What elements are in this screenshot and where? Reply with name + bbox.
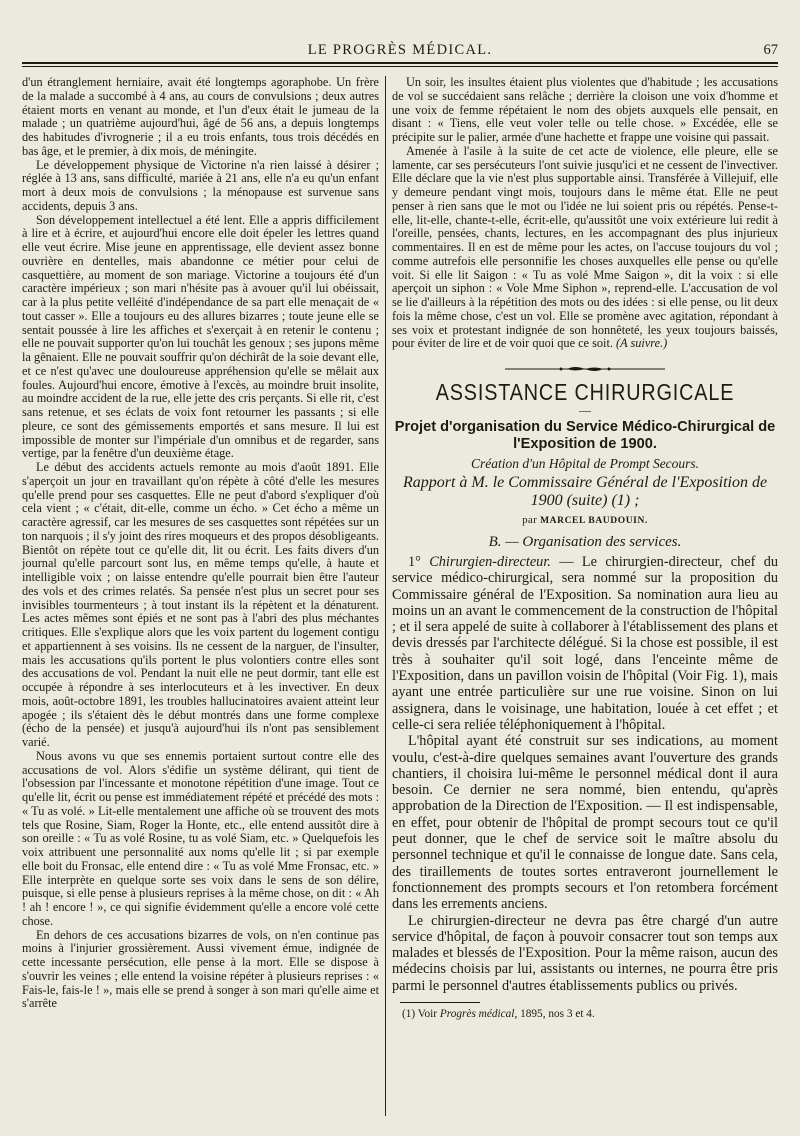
paragraph: Son développement intellectuel a été lent. Elle a appris difficilement à lire et à écrire, et aujourd'hui encore elle doit épeler les lettres quand elle veut écrire. Mise jeune en apprentissage, elle devient assez bonne ouvrière en dentelles, mais abandonne ce métier pour celui de casquettière, au moment de son mariage. Victorine a toujours été d'un caractère impérieux ; son mari n'hésite pas à avouer qu'il lui obéissait, car à la plus petite velléité d'indépendance de sa part elle menaçait de « tout casser ». Elle a toujours eu des allures bizarres ; toute jeune elle se sentait poussée à lire les affiches et s'exerçait à en retenir le contenu ; elle ne pouvait supporter qu'on lui touchât les genoux ; ses jupons même la gênaient. Elle ne pouvait souffrir qu'on déchirât de la soie devant elle, et ce n'est qu'avec une douloureuse appréhension qu'elle se mêlait aux foules. Aujourd'hui encore, émotive à l'excès, au moindre bruit insolite, au moindre accident de la rue, elle jette des cris perçants. Si elle rit, c'est sans retenue, et ses éclats de voix font retourner les passants ; si elle pleure, ce sont des gémissements emportés et sans mesure. Il lui est impossible de monter sur l'impériale d'un omnibus et de regarder, sans vertige, par la fenêtre d'un deuxième étage. — [22, 212, 379, 461]
article-title: Projet d'organisation du Service Médico-Chirurgical de l'Exposition de 1900. — [394, 419, 776, 452]
author-name: MARCEL BAUDOUIN. — [540, 516, 648, 526]
page-number: 67 — [763, 42, 778, 58]
item-heading: Chirurgien-directeur. — [429, 554, 551, 570]
to-follow-note: (A suivre.) — [616, 336, 668, 351]
footnote-journal: Progrès médical — [439, 1008, 515, 1021]
paragraph: Un soir, les insultes étaient plus violentes que d'habitude ; les accusations de vol se succédaient sans relâche ; derrière la cloison une voix d'homme et une voix de femme répétaient le nom des objets auxquels elle pensait, en disant : « Tiens, elle veut voler telle ou telle chose. » Excédée, elle se précipite sur le palier, armée d'une hachette et frappe une voisine qui passait. — [392, 75, 778, 144]
header-rule-thick — [22, 62, 778, 64]
report-line: Rapport à M. le Commissaire Général de l'Exposition de 1900 (suite) (1) ; — [402, 474, 768, 509]
journal-title: LE PROGRÈS MÉDICAL. — [307, 42, 493, 58]
title-dash: — — [579, 403, 591, 417]
footnote-prefix: (1) Voir — [402, 1008, 440, 1021]
paragraph — [392, 554, 778, 733]
paragraph: L'hôpital ayant été construit sur ses indications, au moment voulu, c'est-à-dire quelques semaines avant l'ouverture des grands chantiers, il choisira lui-même le personnel médical dont il aura besoin. Ce dernier ne sera nommé, bien entendu, qu'après approbation de la Direction de l'Exposition. — Il est indispensable, en effet, pour obtenir de l'hôpital de prompt secours tout ce qu'il peut donner, que le chef de service soit le maître absolu du personnel technique et qu'il le connaisse de longue date. Sans cela, des tiraillements de toutes sortes entraveront journellement le fonctionnement des prompts secours et l'on retombera forcément dans les errements anciens. — [392, 733, 778, 913]
right-column — [392, 76, 778, 1021]
paragraph-text: Amenée à l'asile à la suite de cet acte de violence, elle pleure, elle se lamente, car ses persécuteurs l'ont suivie jusqu'ici et ne cessent de l'invectiver. Elle déclare que la vie n'est plus supportable ainsi. Transférée à Villejuif, elle y demeure pendant vingt mois, toujours dans le même état. Elle ne peut penser à rien sans que le mot ou l'idée ne lui soient pris ou répétés. Pense-t-elle, lit-elle, chante-t-elle, écrit-elle, qu'aussitôt une voix extérieure lui redit à l'oreille, pensées, chants, lectures, en les accompagnant des plus injurieux commentaires. Il en est de même pour les actes, on l'accuse toujours du vol ; comme autrefois elle personnifie les choses auxquelles elle pense ou qu'elle voit. Si elle lit Saigon : « Tu as volé Mme Saigon », dit la voix : si elle aperçoit un siphon : « Vole Mme Siphon », reprend-elle. L'accusation de vol se lie d'ailleurs à la répétition des mots ou des idées : si elle pense, ou lit deux fois la même chose, c'est un vol. Elle se promène avec agitation, répondant à ses voix et protestant indignée de son honnêteté, les yeux toujours baissés, pour éviter de lire et de voir quoi que ce soit. — [392, 143, 778, 351]
ornament-rule-icon — [505, 365, 665, 373]
paragraph: Le début des accidents actuels remonte au mois d'août 1891. Elle s'aperçoit un jour en travaillant qu'on répète à côté d'elle les mesures qu'elle prend pour ses casquettes. Elle ne peut d'abord s'expliquer d'où cela vient ; « c'était, dit-elle, comme un écho. » Cet écho a même un caractère agressif, car les mesures de ses casquettes sont répétées sur un ton narquois ; il s'y joint des rires moqueurs et des propos désobligeants. Bientôt on répète tout ce qu'elle dit, lit ou écrit. Les faits divers d'un journal qu'elle parcourt sont lus, en même temps qu'elle, à haute et intelligible voix ; on laisse entendre qu'elle pourrait bien être l'auteur des vols et des crimes relatés. Sa pensée n'est plus un secret pour ses invisibles tourmenteurs ; à tout instant ils la répètent et la dénaturent. Les actes mêmes sont épiés et ne sont pas à l'abri des plus méchantes critiques. Elle s'explique alors que les voix partent du logement contigu et appartiennent à ses voisins. Ils ne cessent de la narguer, de l'insulter, mais les accusations qu'ils portent le plus volontiers contre elles sont des accusations de vol. Pendant la nuit elle ne peut dormir, tant elle est occupée à répondre à ses interlocuteurs et à les invectiver. En deux mois, août-octobre 1891, les troubles hallucinatoires avaient atteint leur apogée ; ils s'étaient dès le début montrés dans une forme complexe (écho de la pensée) et jusqu'à aujourd'hui ils n'ont pas sensiblement varié. — [22, 460, 379, 749]
left-column — [22, 76, 379, 1011]
section-title: ASSISTANCE CHIRURGICALE — [435, 379, 735, 405]
paragraph: Le chirurgien-directeur ne devra pas être chargé d'un autre service d'hôpital, de façon à pouvoir consacrer tout son temps aux malades et blessés de l'Exposition. Pour la même raison, aucun des médecins choisis par lui, assistants ou internes, ne pourra être pris parmi le personnel d'autres établissements publics ou privés. — [392, 912, 778, 994]
paragraph: Nous avons vu que ses ennemis portaient surtout contre elle des accusations de vol. Alors s'édifie un système délirant, qui tient de l'obsession par l'incessante et monotone répétition d'une image. Tout ce qu'elle lit, écrit ou pense est immédiatement répété et précédé des mots : « Tu as volé. » Lit-elle mentalement une affiche où se trouvent des mots tels que Rosine, Siam, Roger la Honte, etc., elle entend aussitôt dire à son oreille : « Tu as volé Rosine, tu as volé Siam, etc. » Quelquefois les voix attribuent une personnalité aux noms qu'elle lit ; si par exemple elle boit du Fronsac, elle entend dire : « Tu as volé Mme Fronsac, etc. » Elle interprète en quelque sorte ses voix dans le sens de son délire, puisque, si elle pense à plusieurs reprises à la même chose, on dit : « Ah ! ah ! encore ! », ce qui signifie évidemment qu'elle a encore volé cette chose. — [22, 748, 379, 928]
column-divider — [385, 76, 386, 1116]
article-subtitle: Création d'un Hôpital de Prompt Secours. — [470, 456, 700, 471]
paragraph-text: — Le chirurgien-directeur, chef du service médico-chirurgical, sera nommé sur la proposition du Commissaire général de l'Exposition. Sa nomination aura lieu au moins un an avant le commencement de la construction de l'hôpital ; et il sera appelé de suite à collaborer à l'établissement des plans et devis dressés par l'architecte délégué. Si la chose est possible, il est très à souhaiter qu'il soit logé, dans l'enceinte même de l'Exposition, dans un pavillon voisin de l'hôpital (Voir Fig. 1), mais ayant une entrée particulière sur une rue voisine. Sinon on lui assignera, dans le voisinage, une habitation, louée à cet effet ; et celle-ci sera reliée téléphoniquement à l'hôpital. — [392, 554, 778, 733]
paragraph: En dehors de ces accusations bizarres de vols, on n'en continue pas moins à l'injurier grossièrement. Aussi vivement émue, indignée de cette incessante persécution, elle pense à la mort. Elle se dispose à s'ouvrir les veines ; elle entend la voisine répéter à plusieurs reprises : « Fais-le, fais-le ! », mais elle se prend à songer à son mari qu'elle aime et s'arrête — [22, 927, 379, 1011]
item-number: 1° — [408, 554, 430, 570]
paragraph: Le développement physique de Victorine n'a rien laissé à désirer ; réglée à 13 ans, sans difficulté, mariée à 21 ans, elle n'a eu qu'un enfant mort à deux mois de convulsions ; la ménopause est survenue sans accidents, depuis 3 ans. — [22, 157, 379, 213]
page-header — [22, 40, 778, 62]
section-ornament — [392, 360, 778, 368]
footnote-rule — [400, 1002, 480, 1003]
footnote-suffix: , 1895, nos 3 et 4. — [514, 1008, 595, 1021]
paragraph — [392, 145, 778, 351]
byline-prefix: par — [522, 514, 538, 526]
header-rule-thin — [22, 66, 778, 67]
byline — [392, 513, 778, 528]
footnote — [402, 1008, 778, 1021]
subsection-heading: B. — Organisation des services. — [488, 534, 682, 550]
paragraph: d'un étranglement herniaire, avait été longtemps agoraphobe. Un frère de la malade a succombé à 4 ans, au cours de convulsions ; deux autres étaient morts en venant au monde, et l'un d'eux était le jumeau de la malade ; un quatrième aujourd'hui, âgé de 56 ans, a depuis longtemps des habitudes d'ivrognerie ; il a eu trois enfants, tous trois décédés en bas âge, et le premier, à dix mois, de méningite. — [22, 75, 379, 158]
